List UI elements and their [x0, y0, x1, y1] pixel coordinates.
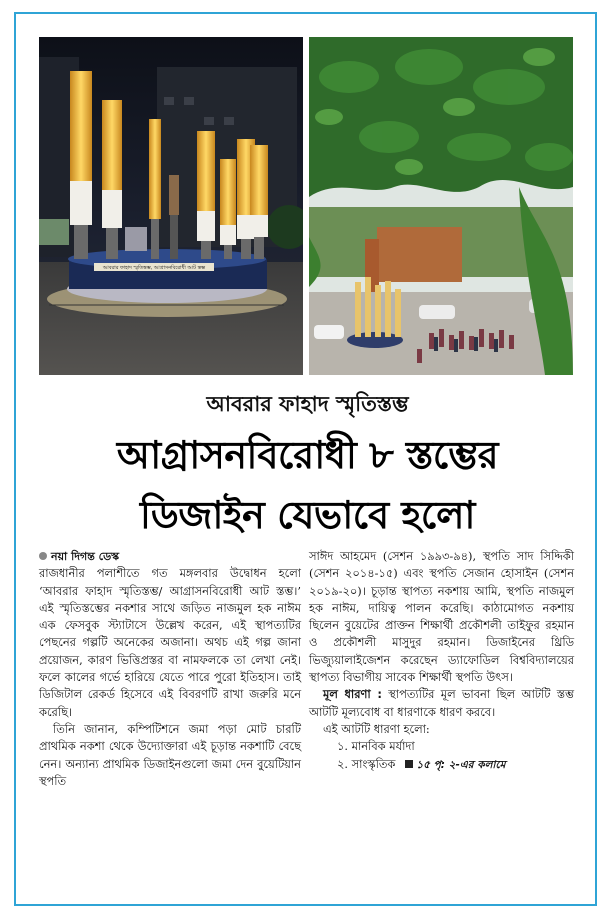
article-column-right: [309, 548, 574, 774]
concept-paragraph: [309, 686, 574, 721]
article-kicker: আবরার ফাহাদ স্মৃতিস্তম্ভ: [206, 391, 409, 416]
list-item-1: ১. মানবিক মর্যাদা: [337, 739, 415, 754]
concept-label: মূল ধারণা :: [323, 687, 382, 702]
bullet-icon: [39, 552, 47, 560]
article-column-left: [39, 548, 301, 790]
headline-line-2: ডিজাইন যেভাবে হলো: [140, 493, 475, 537]
byline: [39, 548, 301, 565]
article-frame: [14, 12, 597, 906]
square-bullet-icon: [405, 760, 413, 768]
continued-note: ১৫ পৃ: ২-এর কলামে: [416, 758, 506, 771]
byline-text: নয়া দিগন্ত ডেস্ক: [51, 550, 120, 563]
monument-night-photo: [39, 37, 303, 375]
list-item-2: [309, 756, 574, 774]
list-intro: এই আটটি ধারণা হলো:: [323, 721, 430, 736]
paragraph-1: রাজধানীর পলাশীতে গত মঙ্গলবার উদ্বোধন হলো ‘আবরার ফাহাদ স্মৃতিস্তম্ভ/ আগ্রাসনবিরোধী আট স্তম্ভ।’ এই স্মৃতিস্তম্ভের নকশার সাথে জড়িত নাজমুল হক নাঈম এক ফেসবুক স্ট্যাটাসে উল্লেখ করেন, এই স্থাপত্যটির পেছনের গল্পটি অনেকের অজানা। অথচ এই গল্প জানা প্রয়োজন, কারণ ভিত্তিপ্রস্তর বা নামফলকে তা লেখা নেই। ফলে কালের গর্ভে হারিয়ে যেতে পারে পুরো ইতিহাস। তাই ডিজিটাল রেকর্ড হিসেবে এই বিবরণটি রাখা জরুরি মনে করেছি।: [39, 566, 301, 719]
monument-day-photo: [309, 37, 573, 375]
paragraph-2: তিনি জানান, কম্পিটিশনে জমা পড়া মোট চারটি প্রাথমিক নকশা থেকে উদ্যোক্তারা এই চূড়ান্ত নকশাটি বেছে নেন। অন্যান্য প্রাথমিক ডিজাইনগুলো জমা দেন বুয়েটিয়ান স্থপতি: [39, 721, 301, 788]
concept-text: স্থাপত্যটির মূল ভাবনা ছিল আটটি স্তম্ভ আটটি মূল্যবোধ বা ধারণাকে ধারণ করবে।: [309, 687, 574, 719]
monument-sign: আবরার ফাহাদ স্মৃতিস্তম্ভ, আগ্রাসনবিরোধী আট স্তম্ভ: [102, 265, 206, 271]
headline-line-1: আগ্রাসনবিরোধী ৮ স্তম্ভের: [116, 433, 499, 477]
paragraph-3: সাঈদ আহমেদ (সেশন ১৯৯৩-৯৪), স্থপতি সাদ সিদ্দিকী (সেশন ২০১৪-১৫) এবং স্থপতি সেজান হোসাইন (সেশন ২০১৯-২০)। চূড়ান্ত স্থাপত্য নকশায় আমি, স্থপতি নাজমুল হক নাঈম, দায়িত্ব পালন করেছি। কাঠামোগত নকশায় ছিলেন বুয়েটের প্রাক্তন শিক্ষার্থী প্রকৌশলী তাইফুর রহমান ও প্রকৌশলী মাসুদুর রহমান। ডিজাইনের থ্রিডি ভিজ্যুয়ালাইজেশন করেছেন ড্যাফোডিল বিশ্ববিদ্যালয়ের স্থাপত্য বিভাগীয় সাবেক শিক্ষার্থী স্থপতি উৎস।: [309, 549, 574, 685]
list-item-2-text: ২. সাংস্কৃতিক: [337, 756, 396, 771]
